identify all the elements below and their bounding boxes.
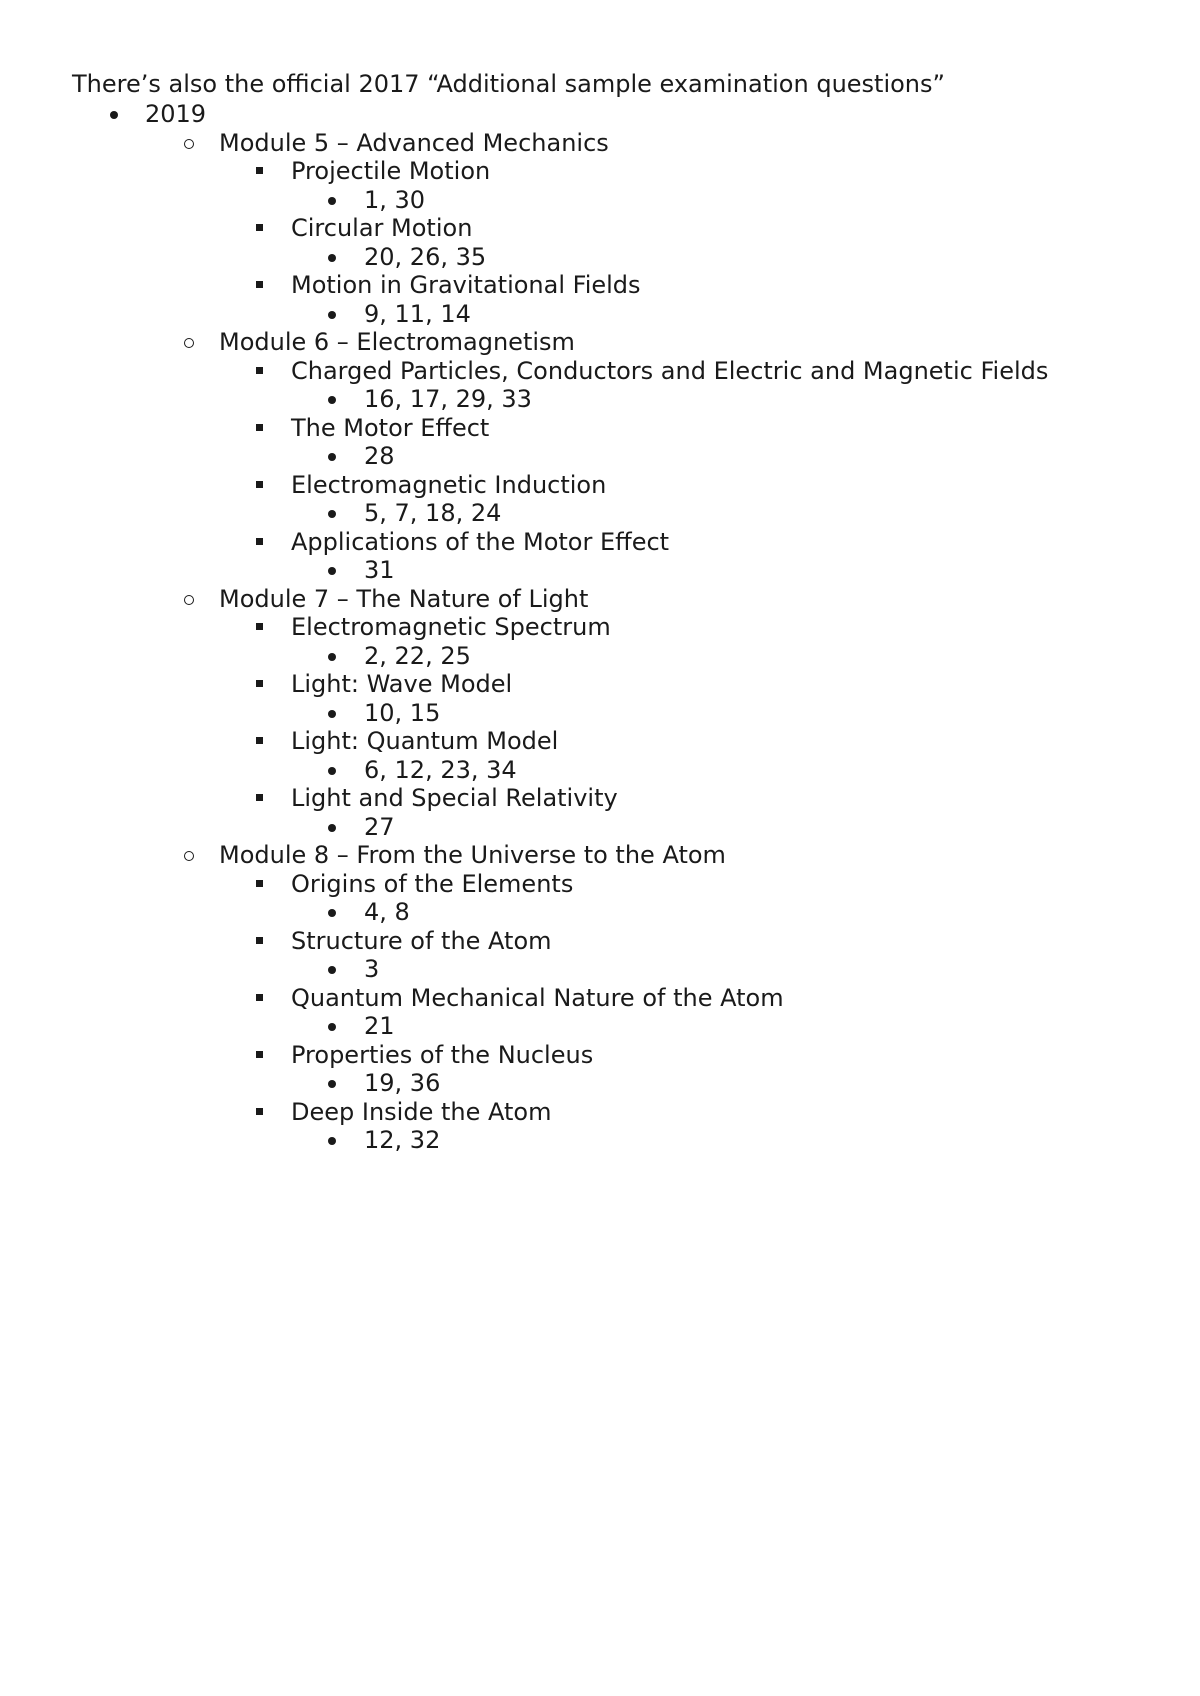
bullet-dot-icon (328, 909, 336, 917)
bullet-square-icon (256, 1108, 263, 1115)
topic-name: Properties of the Nucleus (291, 1040, 594, 1069)
question-numbers: 5, 7, 18, 24 (364, 499, 502, 527)
topic-name: Circular Motion (291, 214, 473, 242)
bullet-dot-icon (328, 1023, 336, 1031)
bullet-circle-icon (184, 595, 194, 605)
bullet-square-icon (256, 281, 263, 288)
question-numbers: 6, 12, 23, 34 (364, 755, 517, 784)
question-numbers: 1, 30 (364, 185, 426, 214)
topic-name: Origins of the Elements (291, 869, 574, 898)
bullet-square-icon (256, 994, 263, 1001)
topic-name: Motion in Gravitational Fields (291, 271, 641, 299)
topic-name: Light: Quantum Model (291, 727, 559, 755)
bullet-dot-icon (328, 311, 336, 319)
question-numbers: 2, 22, 25 (364, 641, 471, 670)
bullet-dot-icon (328, 197, 336, 205)
topic-name: Light: Wave Model (291, 670, 513, 698)
question-numbers: 19, 36 (364, 1069, 441, 1097)
question-numbers: 9, 11, 14 (364, 299, 471, 328)
question-numbers: 31 (364, 556, 395, 584)
topic-name: Applications of the Motor Effect (291, 527, 670, 556)
bullet-dot-icon (328, 1080, 336, 1088)
bullet-dot-icon (328, 653, 336, 661)
intro-line: There’s also the official 2017 “Additional sample examination questions” (72, 70, 945, 98)
bullet-square-icon (256, 737, 263, 744)
module-title: Module 6 – Electromagnetism (219, 328, 575, 356)
bullet-circle-icon (184, 338, 194, 348)
bullet-circle-icon (184, 851, 194, 861)
bullet-square-icon (256, 880, 263, 887)
topic-name: Light and Special Relativity (291, 784, 618, 812)
topic-name: The Motor Effect (291, 413, 490, 442)
bullet-square-icon (256, 937, 263, 944)
bullet-dot-icon (328, 710, 336, 718)
bullet-square-icon (256, 167, 263, 174)
topic-name: Structure of the Atom (291, 926, 552, 955)
topic-name: Quantum Mechanical Nature of the Atom (291, 983, 784, 1012)
bullet-square-icon (256, 538, 263, 545)
bullet-dot-icon (328, 824, 336, 832)
bullet-square-icon (256, 224, 263, 231)
question-numbers: 20, 26, 35 (364, 242, 487, 271)
bullet-dot-icon (328, 966, 336, 974)
topic-name: Electromagnetic Induction (291, 470, 607, 499)
module-title: Module 5 – Advanced Mechanics (219, 128, 609, 157)
bullet-dot-icon (328, 254, 336, 262)
topic-name: Deep Inside the Atom (291, 1097, 552, 1126)
topic-name: Charged Particles, Conductors and Electric and Magnetic Fields (291, 356, 1049, 385)
bullet-circle-icon (184, 139, 194, 149)
bullet-square-icon (256, 424, 263, 431)
topic-name: Projectile Motion (291, 157, 491, 185)
module-title: Module 7 – The Nature of Light (219, 584, 589, 613)
bullet-square-icon (256, 481, 263, 488)
bullet-dot-icon (328, 396, 336, 404)
question-numbers: 28 (364, 442, 395, 470)
topic-name: Electromagnetic Spectrum (291, 613, 611, 641)
module-title: Module 8 – From the Universe to the Atom (219, 841, 726, 869)
question-numbers: 12, 32 (364, 1126, 441, 1154)
question-numbers: 10, 15 (364, 698, 441, 727)
question-numbers: 16, 17, 29, 33 (364, 385, 532, 413)
bullet-dot-icon (328, 1137, 336, 1145)
year-label: 2019 (145, 100, 207, 128)
bullet-dot-icon (328, 510, 336, 518)
bullet-square-icon (256, 794, 263, 801)
bullet-square-icon (256, 623, 263, 630)
bullet-square-icon (256, 367, 263, 374)
bullet-square-icon (256, 1051, 263, 1058)
question-numbers: 21 (364, 1012, 395, 1040)
bullet-dot-icon (328, 767, 336, 775)
bullet-square-icon (256, 680, 263, 687)
bullet-dot-icon (328, 453, 336, 461)
question-numbers: 3 (364, 955, 380, 983)
question-numbers: 4, 8 (364, 898, 410, 926)
bullet-dot-icon (110, 111, 118, 119)
bullet-dot-icon (328, 567, 336, 575)
question-numbers: 27 (364, 812, 395, 841)
